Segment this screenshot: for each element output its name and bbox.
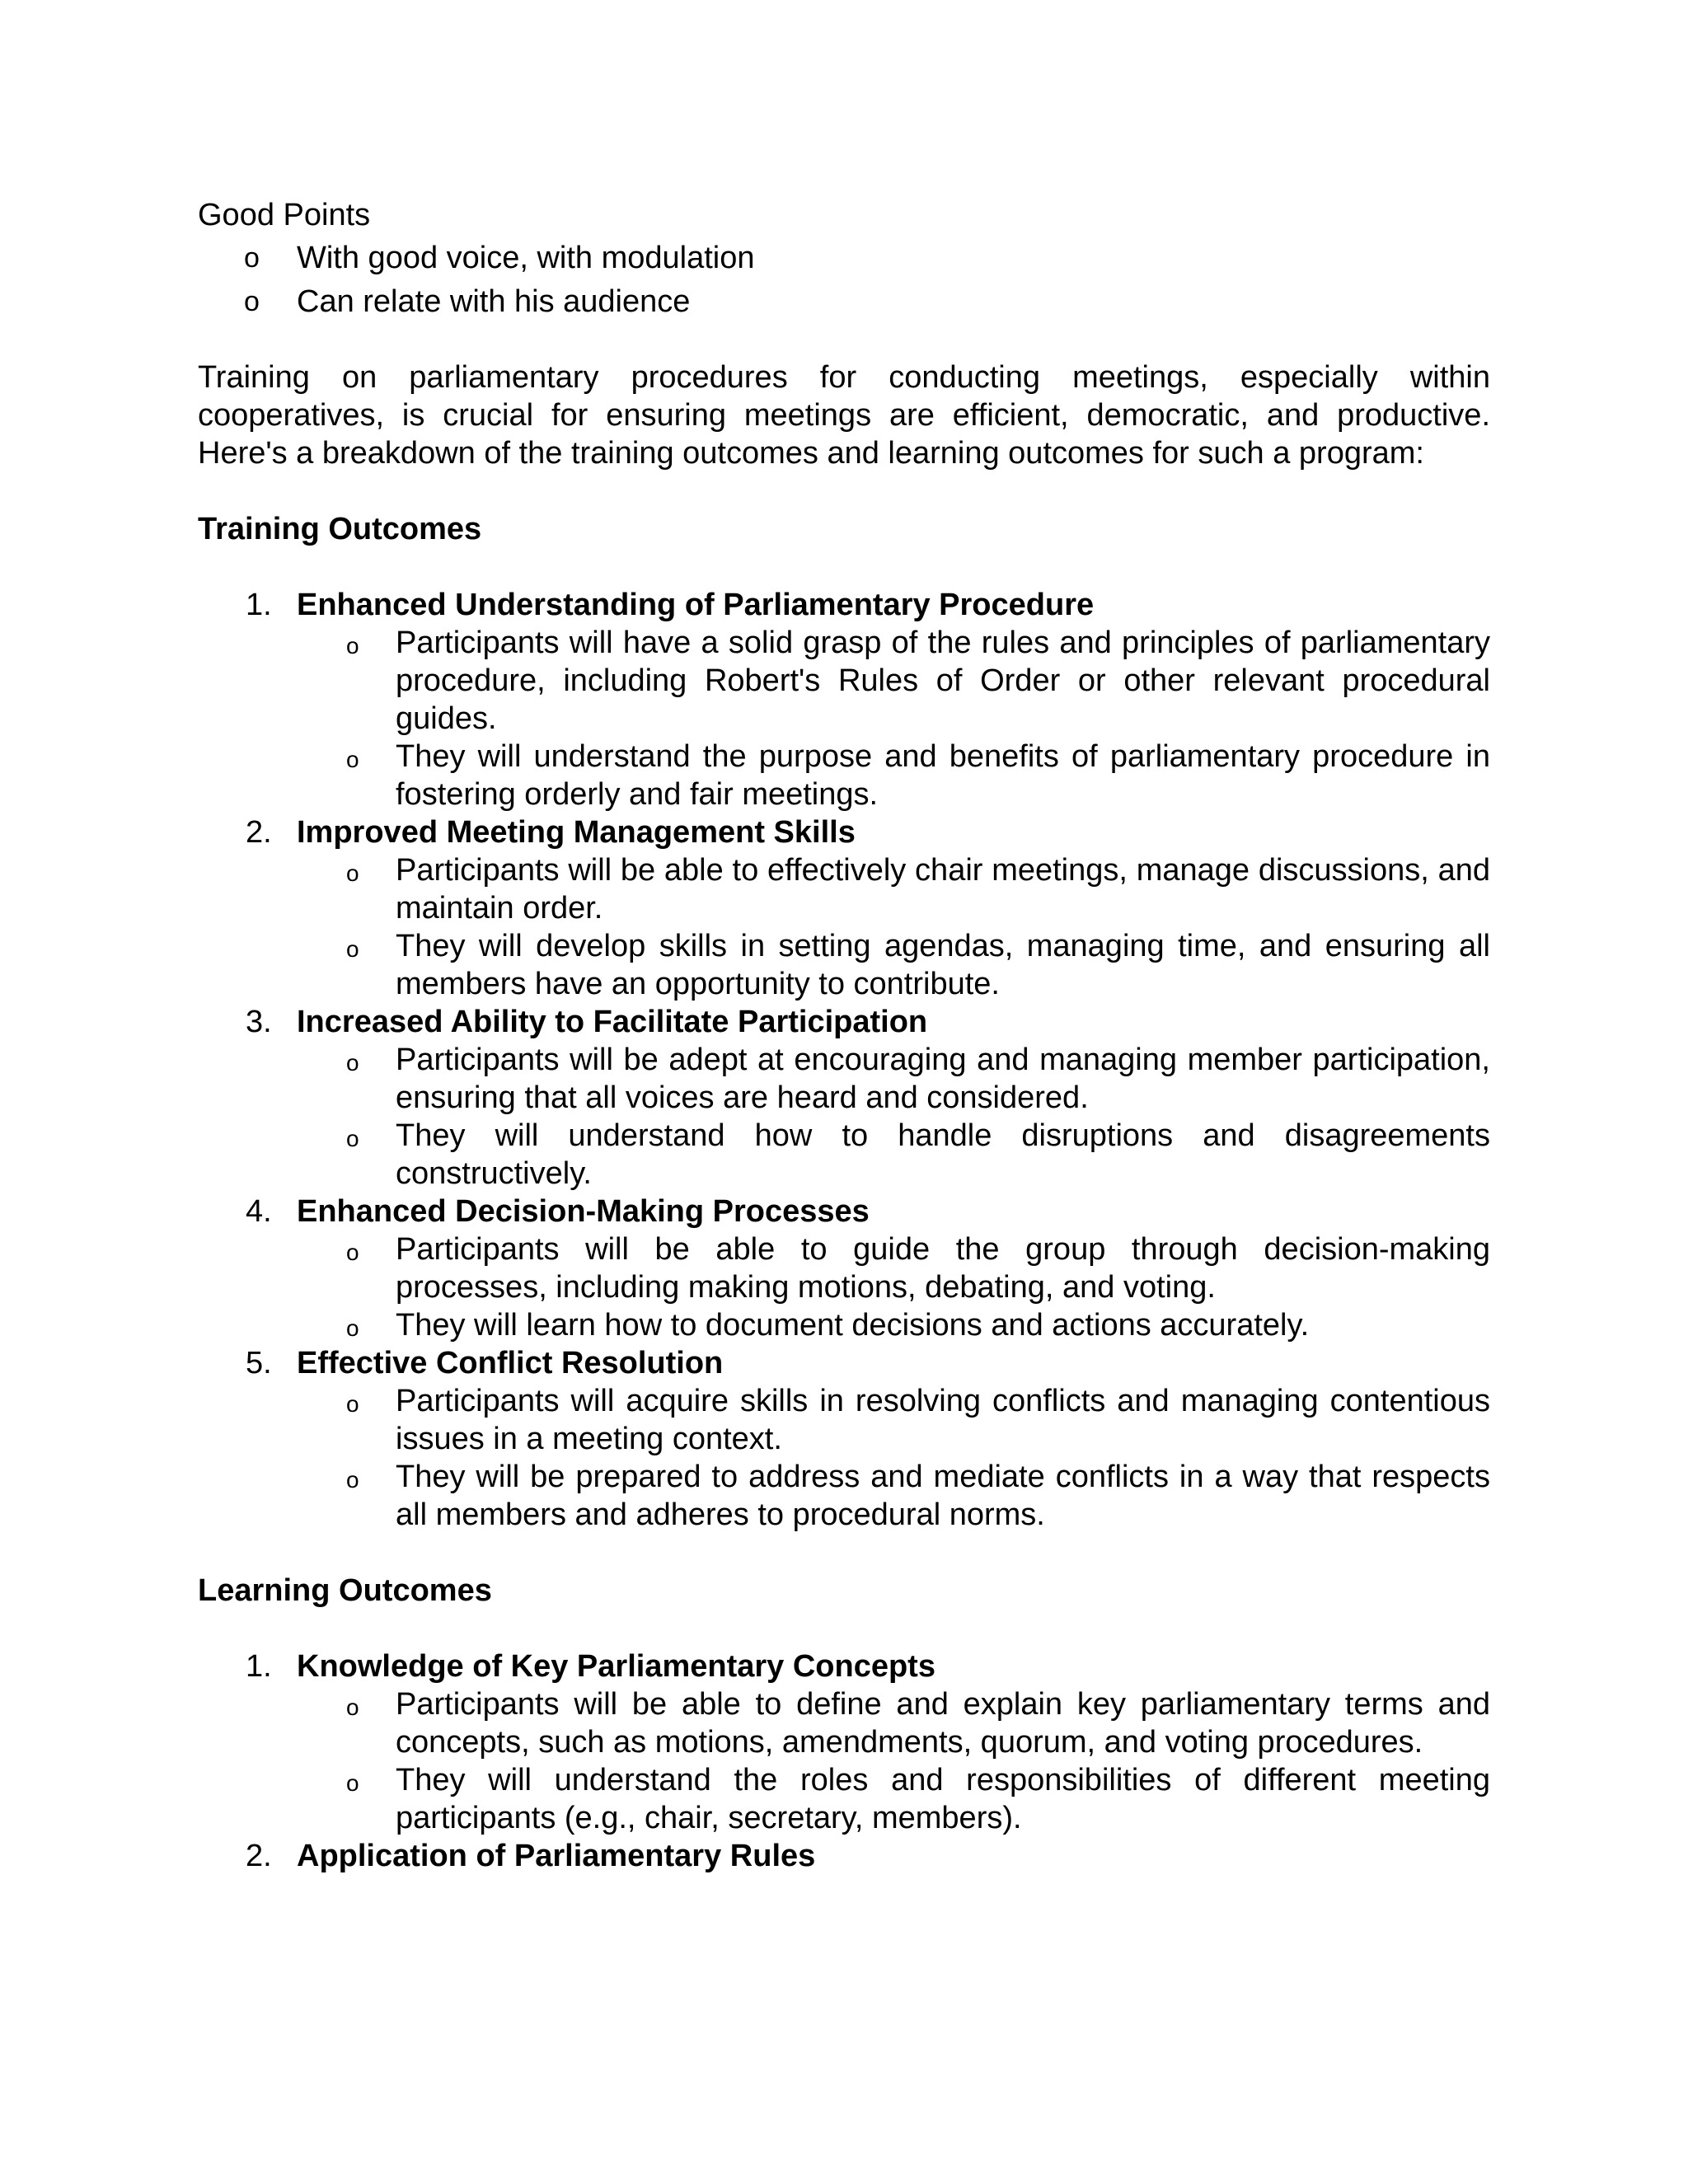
outcome-number: 3. bbox=[246, 1005, 272, 1039]
outcome-item bbox=[198, 1193, 1490, 1344]
bullet-icon: o bbox=[244, 286, 260, 317]
outcome-number: 5. bbox=[246, 1346, 272, 1380]
list-item bbox=[297, 851, 1490, 927]
learning-outcomes-heading: Learning Outcomes bbox=[198, 1573, 492, 1608]
list-item bbox=[198, 283, 1490, 321]
list-item bbox=[297, 1117, 1490, 1193]
bullet-icon: o bbox=[346, 1467, 359, 1493]
outcome-number: 1. bbox=[246, 1649, 272, 1684]
bullet-icon: o bbox=[346, 1770, 359, 1796]
outcome-points bbox=[297, 851, 1490, 1003]
good-points-heading: Good Points bbox=[198, 198, 371, 232]
bullet-icon: o bbox=[346, 1126, 359, 1151]
outcome-title: Enhanced Understanding of Parliamentary Procedure bbox=[297, 588, 1095, 622]
outcome-points bbox=[297, 1230, 1490, 1344]
outcome-number: 2. bbox=[246, 815, 272, 850]
bullet-icon: o bbox=[346, 1315, 359, 1341]
list-item bbox=[297, 1685, 1490, 1761]
list-item bbox=[297, 927, 1490, 1003]
bullet-icon: o bbox=[346, 860, 359, 886]
learning-outcomes-list bbox=[198, 1647, 1490, 1875]
list-item-text: They will understand the purpose and benefits of parliamentary procedure in fostering orderly and fair meetings. bbox=[396, 739, 1490, 812]
list-item bbox=[297, 1306, 1490, 1344]
outcome-number: 4. bbox=[246, 1194, 272, 1229]
list-item bbox=[297, 1761, 1490, 1837]
outcome-title: Application of Parliamentary Rules bbox=[297, 1839, 816, 1873]
list-item-text: They will develop skills in setting agendas, managing time, and ensuring all members have an opportunity to contribute. bbox=[396, 929, 1490, 1001]
outcome-item bbox=[198, 1344, 1490, 1534]
list-item bbox=[297, 1458, 1490, 1534]
list-item-text: Participants will be adept at encouraging and managing member participation, ensuring that all voices are heard and considered. bbox=[396, 1043, 1490, 1115]
list-item-text: They will learn how to document decisions and actions accurately. bbox=[396, 1308, 1310, 1343]
list-item bbox=[297, 624, 1490, 738]
list-item-text: They will understand the roles and responsibilities of different meeting participants (e.g., chair, secretary, members). bbox=[396, 1763, 1490, 1835]
outcome-item bbox=[198, 1647, 1490, 1837]
list-item bbox=[198, 239, 1490, 277]
outcome-title: Improved Meeting Management Skills bbox=[297, 815, 856, 850]
outcome-title: Enhanced Decision-Making Processes bbox=[297, 1194, 870, 1229]
list-item-text: Participants will acquire skills in resolving conflicts and managing contentious issues in a meeting context. bbox=[396, 1384, 1490, 1456]
list-item-text: Participants will be able to define and explain key parliamentary terms and concepts, such as motions, amendments, quorum, and voting procedures. bbox=[396, 1687, 1490, 1760]
document-page bbox=[198, 196, 1490, 1875]
outcome-number: 1. bbox=[246, 588, 272, 622]
training-outcomes-heading: Training Outcomes bbox=[198, 512, 482, 546]
bullet-icon: o bbox=[346, 1240, 359, 1265]
outcome-item bbox=[198, 1837, 1490, 1875]
intro-paragraph: Training on parliamentary procedures for conducting meetings, especially within cooperatives, is crucial for ensuring meetings are efficient, democratic, and productive. Here's a breakdown of the training outcomes and learning outcomes for such a program: bbox=[198, 360, 1490, 471]
bullet-icon: o bbox=[346, 747, 359, 772]
bullet-icon: o bbox=[346, 1050, 359, 1076]
outcome-points bbox=[297, 1685, 1490, 1837]
list-item-text: Can relate with his audience bbox=[297, 284, 691, 319]
list-item bbox=[297, 1382, 1490, 1458]
list-item bbox=[297, 738, 1490, 813]
bullet-icon: o bbox=[346, 633, 359, 658]
list-item-text: With good voice, with modulation bbox=[297, 241, 755, 275]
outcome-title: Knowledge of Key Parliamentary Concepts bbox=[297, 1649, 935, 1684]
outcome-item bbox=[198, 1003, 1490, 1193]
outcome-number: 2. bbox=[246, 1839, 272, 1873]
list-item bbox=[297, 1041, 1490, 1117]
outcome-points bbox=[297, 1382, 1490, 1534]
good-points-list bbox=[198, 239, 1490, 321]
bullet-icon: o bbox=[346, 1391, 359, 1417]
training-outcomes-list bbox=[198, 586, 1490, 1534]
list-item-text: Participants will have a solid grasp of the rules and principles of parliamentary procedure, including Robert's Rules of Order or other relevant procedural guides. bbox=[396, 626, 1490, 736]
list-item-text: Participants will be able to effectively chair meetings, manage discussions, and maintain order. bbox=[396, 853, 1490, 926]
list-item bbox=[297, 1230, 1490, 1306]
list-item-text: They will be prepared to address and mediate conflicts in a way that respects all members and adheres to procedural norms. bbox=[396, 1460, 1490, 1532]
list-item-text: They will understand how to handle disruptions and disagreements constructively. bbox=[396, 1118, 1490, 1191]
outcome-item bbox=[198, 586, 1490, 813]
bullet-icon: o bbox=[346, 936, 359, 962]
outcome-points bbox=[297, 624, 1490, 813]
list-item-text: Participants will be able to guide the group through decision-making processes, including making motions, debating, and voting. bbox=[396, 1232, 1490, 1305]
outcome-title: Increased Ability to Facilitate Participation bbox=[297, 1005, 928, 1039]
outcome-item bbox=[198, 813, 1490, 1003]
outcome-points bbox=[297, 1041, 1490, 1193]
outcome-title: Effective Conflict Resolution bbox=[297, 1346, 724, 1380]
bullet-icon: o bbox=[244, 242, 260, 274]
bullet-icon: o bbox=[346, 1694, 359, 1720]
